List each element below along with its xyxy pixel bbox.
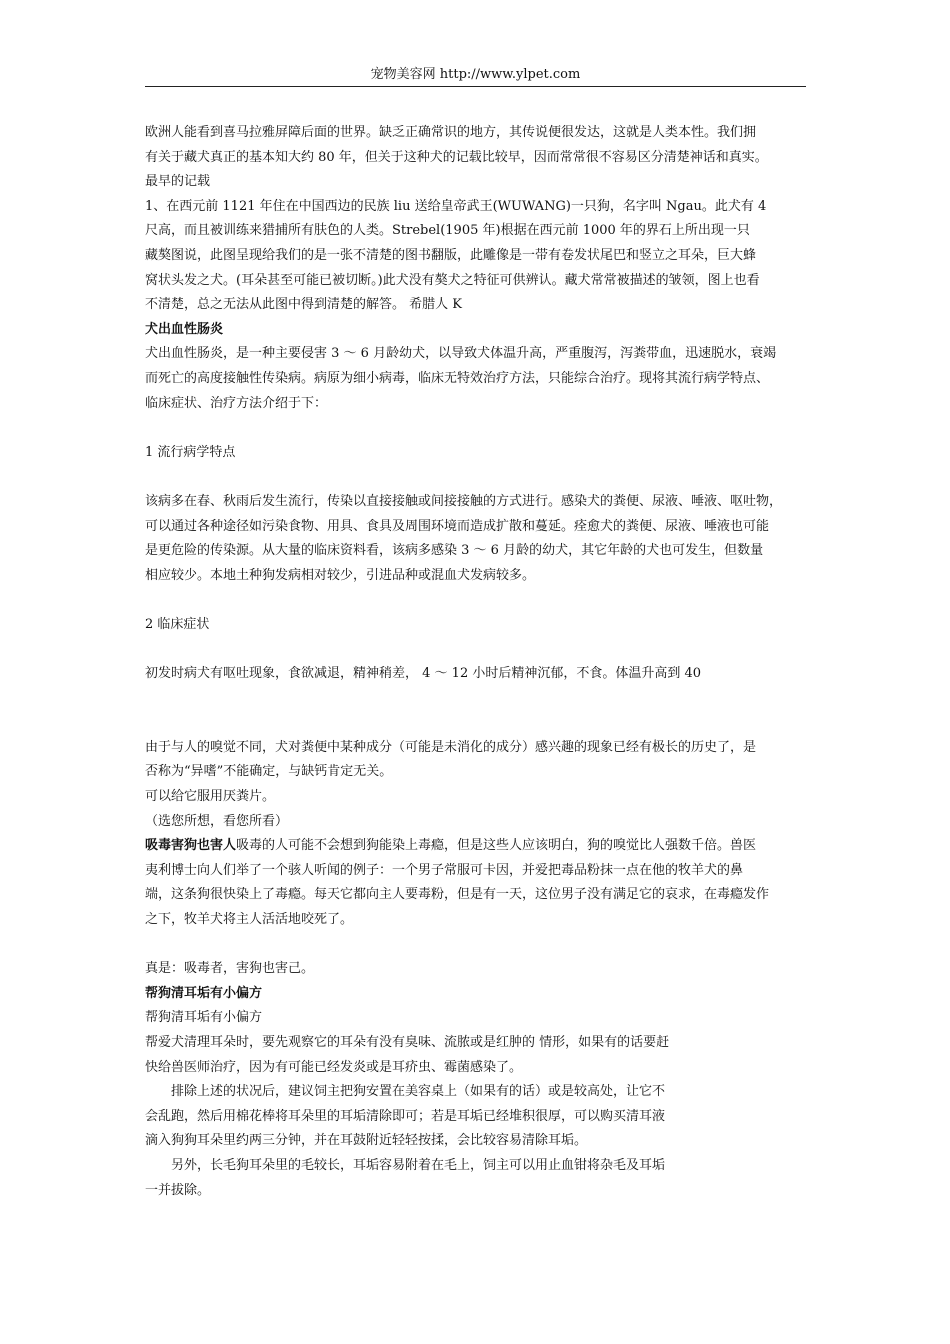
ear-cleaning-subtitle: 帮狗清耳垢有小偏方: [145, 1010, 263, 1026]
spacer: [145, 637, 825, 662]
symptoms-paragraph: 初发时病犬有呕吐现象，食欲减退，精神稍差， 4 ～ 12 小时后精神沉郁，不食。体温升高到 40: [145, 666, 702, 682]
epidemiology-paragraph: 该病多在春、秋雨后发生流行，传染以直接接触或间接接触的方式进行。感染犬的粪便、尿液、唾液、呕吐物， 可以通过各种途径如污染食物、用具、食具及周围环境而造成扩散和蔓延。痊愈犬的粪便、尿液、唾液也可能 是更危险的传染源。从大量的临床资料看，该病多感染 3 ～ 6 月龄的幼犬，其它年龄的犬也可发生，但数量 相应较少。本地土种狗发病相对较少，引进品种或混血犬发病较多。: [145, 493, 783, 583]
subheading-clinical-symptoms: 2 临床症状: [145, 616, 210, 632]
slogan-line: （选您所想，看您所看）: [145, 813, 289, 829]
enteritis-intro-paragraph: 犬出血性肠炎，是一种主要侵害 3 ～ 6 月龄幼犬，以导致犬体温升高，严重腹泻，泻粪带血，迅速脱水，衰竭 而死亡的高度接触性传染病。病原为细小病毒，临床无特效治疗方法，只能综合治疗。现将其流行病学特点、 临床症状、治疗方法介绍于下：: [145, 346, 777, 411]
history-paragraph: 1、在西元前 1121 年住在中国西边的民族 liu 送给皇帝武王(WUWANG)一只狗，名字叫 Ngau。此犬有 4 尺高，而且被训练来猎捕所有肤色的人类。Strebel(1905 年)根据在西元前 1000 年的界石上所出现一只 藏獒图说，此图呈现给我们的是一张不清楚的图书翻版，此雕像是一带有卷发状尾巴和竖立之耳朵，巨大蜂 窝状头发之犬。(耳朵甚至可能已被切断。)此犬没有獒犬之特征可供辨认。藏犬常常被描述的皱领，图上也看 不清楚，总之无法从此图中得到清楚的解答。 希腊人 K: [145, 198, 767, 313]
drug-article-title: 吸毒害狗也害人: [145, 838, 237, 854]
ear-cleaning-paragraph-2: 排除上述的状况后，建议饲主把狗安置在美容桌上（如果有的话）或是较高处，让它不 会乱跑，然后用棉花棒将耳朵里的耳垢清除即可；若是耳垢已经堆积很厚，可以购买清耳液 滴入狗狗耳朵里约两三分钟，并在耳鼓附近轻轻按揉，会比较容易清除耳垢。: [145, 1084, 666, 1149]
drug-conclusion-line: 真是：吸毒者，害狗也害己。: [145, 961, 315, 977]
remedy-line: 可以给它服用厌粪片。: [145, 789, 276, 805]
page-header: [145, 66, 806, 87]
drug-article-text: 吸毒的人可能不会想到狗能染上毒瘾，但是这些人应该明白，狗的嗅觉比人强数千倍。兽医 夷利博士向人们举了一个骇人听闻的例子：一个男子常服可卡因，并爱把毒品粉抹一点在他的牧羊犬的鼻 端，这条狗很快染上了毒瘾。每天它都向主人要毒粉，但是有一天，这位男子没有满足它的哀求，在毒瘾发作 之下，牧羊犬将主人活活地咬死了。: [145, 838, 770, 927]
drug-paragraph: [145, 834, 825, 932]
spacer: [145, 687, 825, 712]
article-title-ear-cleaning: 帮狗清耳垢有小偏方: [145, 985, 263, 1001]
subheading-epidemiology: 1 流行病学特点: [145, 444, 236, 460]
spacer: [145, 933, 825, 958]
spacer: [145, 711, 825, 736]
ear-cleaning-paragraph-3: 另外，长毛狗耳朵里的毛较长，耳垢容易附着在毛上，饲主可以用止血钳将杂毛及耳垢 一并拔除。: [145, 1157, 666, 1198]
section-heading-earliest-records: 最早的记载: [145, 174, 211, 190]
header-text: 宠物美容网 http://www.ylpet.com: [370, 67, 581, 82]
document-body: [145, 121, 825, 1203]
article-title-enteritis: 犬出血性肠炎: [145, 321, 224, 337]
ear-cleaning-paragraph-1: 帮爱犬清理耳朵时，要先观察它的耳朵有没有臭味、流脓或是红肿的 情形，如果有的话要赶 快给兽医师治疗，因为有可能已经发炎或是耳疥虫、霉菌感染了。: [145, 1034, 670, 1075]
spacer: [145, 588, 825, 613]
intro-paragraph: 欧洲人能看到喜马拉雅屏障后面的世界。缺乏正确常识的地方，其传说便很发达，这就是人类本性。我们拥 有关于藏犬真正的基本知大约 80 年，但关于这种犬的记载比较早，因而常常很不容易区分清楚神话和真实。: [145, 125, 768, 165]
spacer: [145, 416, 825, 441]
coprophagia-paragraph: 由于与人的嗅觉不同，犬对粪便中某种成分（可能是未消化的成分）感兴趣的现象已经有极长的历史了，是 否称为“异嗜”不能确定，与缺钙肯定无关。: [145, 739, 757, 780]
spacer: [145, 465, 825, 490]
